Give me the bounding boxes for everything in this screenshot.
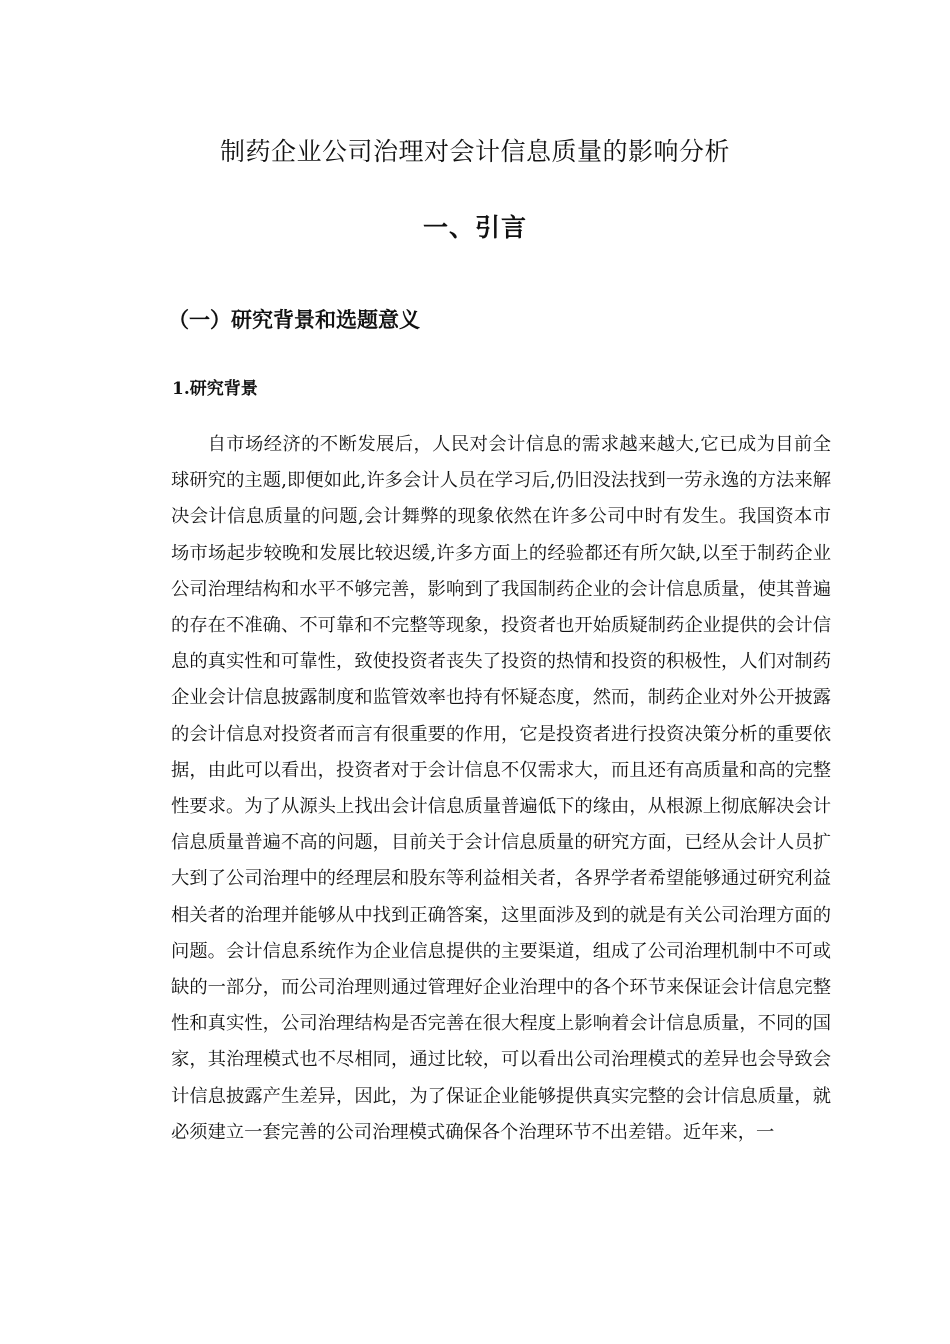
subsection-heading: （一）研究背景和选题意义 [168, 308, 420, 332]
subsubsection-heading: 1.研究背景 [172, 379, 258, 399]
document-title: 制药企业公司治理对会计信息质量的影响分析 [219, 137, 730, 166]
body-paragraph: 自市场经济的不断发展后，人民对会计信息的需求越来越大,它已成为目前全球研究的主题,即便如此,许多会计人员在学习后,仍旧没法找到一劳永逸的方法来解决会计信息质量的问题,会计舞弊的现象依然在许多公司中时有发生。我国资本市场市场起步较晚和发展比较迟缓,许多方面上的经验都还有所欠缺,以至于制药企业公司治理结构和水平不够完善，影响到了我国制药企业的会计信息质量，使其普遍的存在不准确、不可靠和不完整等现象，投资者也开始质疑制药企业提供的会计信息的真实性和可靠性，致使投资者丧失了投资的热情和投资的积极性，人们对制药企业会计信息披露制度和监管效率也持有怀疑态度，然而，制药企业对外公开披露的会计信息对投资者而言有很重要的作用，它是投资者进行投资决策分析的重要依据，由此可以看出，投资者对于会计信息不仅需求大，而且还有高质量和高的完整性要求。为了从源头上找出会计信息质量普遍低下的缘由，从根源上彻底解决会计信息质量普遍不高的问题，目前关于会计信息质量的研究方面，已经从会计人员扩大到了公司治理中的经理层和股东等利益相关者，各界学者希望能够通过研究利益相关者的治理并能够从中找到正确答案，这里面涉及到的就是有关公司治理方面的问题。会计信息系统作为企业信息提供的主要渠道，组成了公司治理机制中不可或缺的一部分，而公司治理则通过管理好企业治理中的各个环节来保证会计信息完整性和真实性，公司治理结构是否完善在很大程度上影响着会计信息质量，不同的国家，其治理模式也不尽相同，通过比较，可以看出公司治理模式的差异也会导致会计信息披露产生差异，因此，为了保证企业能够提供真实完整的会计信息质量，就必须建立一套完善的公司治理模式确保各个治理环节不出差错。近年来，一 [171, 434, 831, 1143]
section-heading: 一、引言 [422, 213, 527, 242]
